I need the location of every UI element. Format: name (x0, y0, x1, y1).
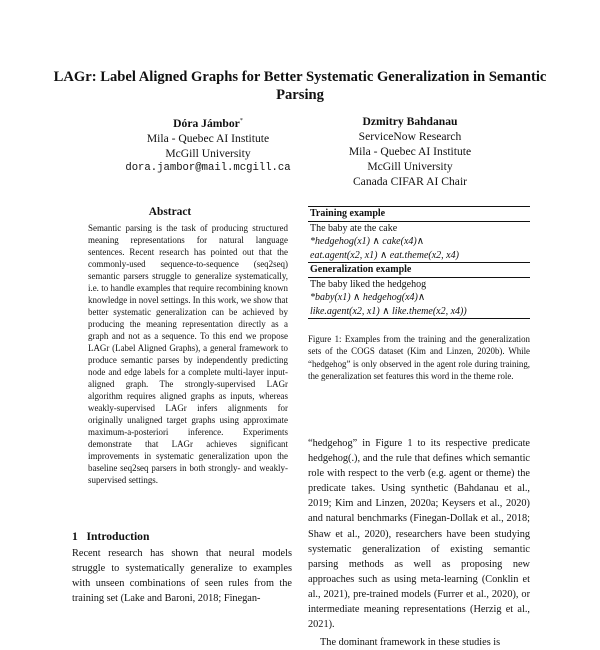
section-heading-introduction (72, 530, 149, 543)
training-sentence: The baby ate the cake (310, 222, 398, 234)
section-title: Introduction (86, 530, 150, 543)
right-column-paragraph: The dominant framework in these studies is (320, 637, 501, 649)
introduction-body (72, 546, 292, 606)
training-logical-form-line: eat.agent(x2, x1) ∧ eat.theme(x2, x4) (310, 249, 459, 261)
author-block-1 (98, 114, 318, 176)
author-affiliation: McGill University (367, 160, 453, 173)
abstract-body (88, 222, 288, 486)
introduction-text: Recent research has shown that neural models struggle to systematically generalize to examples with unseen combinations of seen rules from the training set (Lake and Baroni, 2018; Finegan- (72, 548, 292, 604)
generalization-logical-form-line: like.agent(x2, x1) ∧ like.theme(x2, x4)) (308, 305, 530, 319)
author-affiliation: Canada CIFAR AI Chair (352, 175, 468, 188)
author-block-2 (310, 114, 510, 189)
right-column-body (308, 436, 530, 650)
author-affiliation: McGill University (165, 146, 251, 160)
paper-title: LAGr: Label Aligned Graphs for Better Systematic Generalization in Semantic Parsing (53, 69, 547, 103)
section-number: 1 (72, 530, 78, 543)
figure-1 (308, 206, 530, 383)
right-column-paragraph: “hedgehog” in Figure 1 to its respective predicate hedgehog(.), and the rule that defines which semantic role with respect to the verb (e.g. agent or theme) the predicate takes. Using synthetic (Bahdanau et al., 2019; Kim and Linzen, 2020a; Keysers et al., 2020) and natural benchmarks (Finegan-Dollak et al., 2018; Shaw et al., 2020), researchers have been studying systematic generalization of existing semantic parsing methods as well as proposing new approaches such as using meta-learning (Conklin et al., 2021), pre-trained models (Furrer et al., 2020), or intermediate meaning representations (Herzig et al., 2021). (308, 438, 530, 631)
figure-1-table (308, 206, 530, 319)
generalization-example-header: Generalization example (308, 263, 530, 278)
author-name: Dzmitry Bahdanau (362, 115, 458, 128)
author-affiliation: ServiceNow Research (358, 130, 462, 143)
generalization-logical-form-line: *baby(x1) ∧ hedgehog(x4)∧ (310, 292, 426, 303)
abstract-heading: Abstract (148, 206, 192, 218)
author-email[interactable]: dora.jambor@mail.mcgill.ca (125, 161, 291, 174)
author-affiliation: Mila - Quebec AI Institute (146, 131, 270, 145)
training-logical-form-line: *hedgehog(x1) ∧ cake(x4)∧ (310, 236, 425, 247)
author-affiliation: Mila - Quebec AI Institute (348, 145, 472, 158)
abstract-text: Semantic parsing is the task of producing structured meaning representations for natural language sentences. Recent research has pointed out that the commonly-used sequence-to-sequence (seq2seq) semantic parsers struggle to generalize systematically, i.e. to handle examples that require recombining known knowledge in novel settings. In this work, we show that better systematic generalization can be achieved by producing the meaning representation directly as a graph and not as a sequence. To this end we propose LAGr (Label Aligned Graphs), a general framework to produce semantic parses by independently predicting node and edge labels for a complete multi-layer input-aligned graph. The strongly-supervised LAGr algorithm requires aligned graphs as inputs, whereas weakly-supervised LAGr infers alignments for originally unaligned target graphs using approximate maximum-a-posteriori inference. Experiments demonstrate that LAGr achieves significant improvements in systematic generalization upon the baseline seq2seq parsers in both strongly- and weakly-supervised settings. (88, 223, 288, 485)
generalization-sentence: The baby liked the hedgehog (310, 278, 427, 290)
training-example-header: Training example (308, 207, 530, 222)
author-name: Dóra Jámbor (173, 116, 240, 130)
figure-1-caption: Figure 1: Examples from the training and the generalization sets of the COGS dataset (Kim and Linzen, 2020b). While “hedgehog” is only observed in the agent role during training, the generalization set features this word in the theme role. (308, 334, 530, 382)
author-footnote-mark: * (239, 118, 243, 124)
